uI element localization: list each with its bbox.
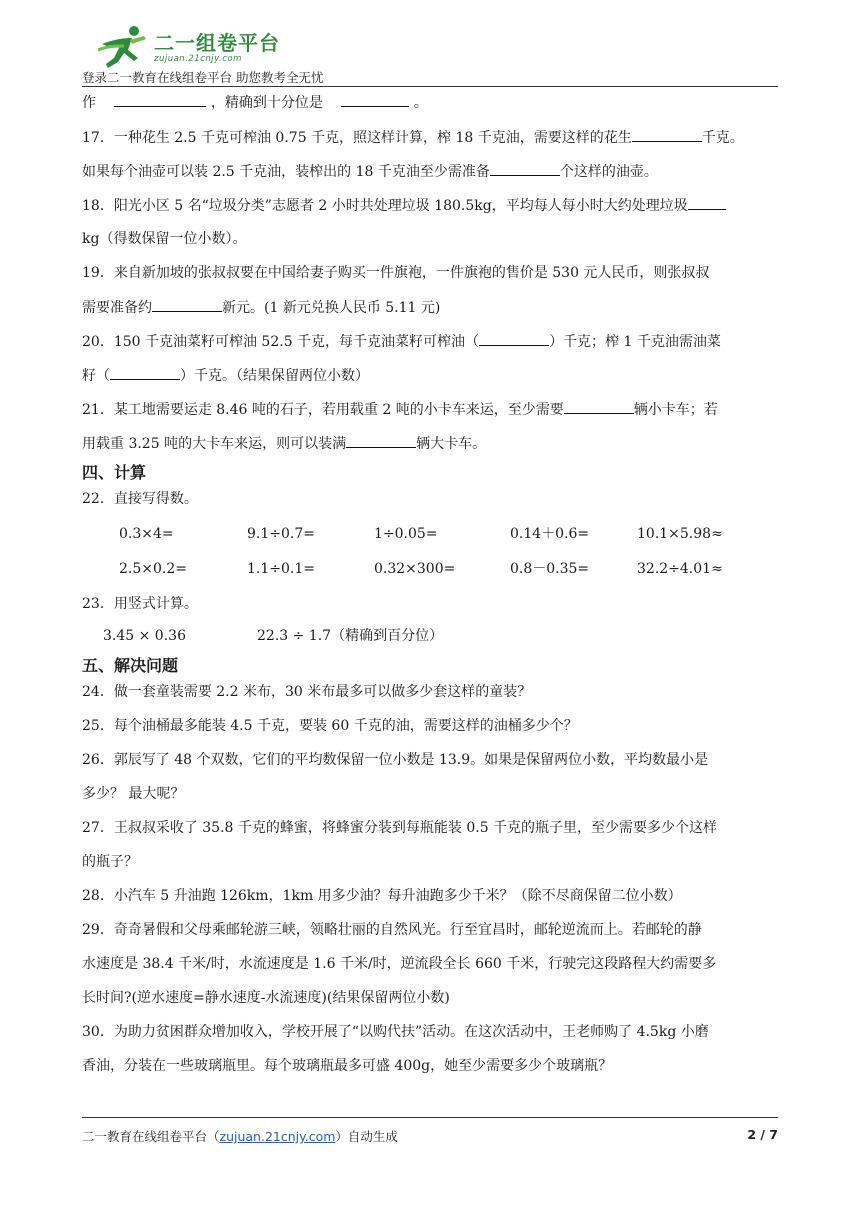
question-18-line2: kg（得数保留一位小数）。 bbox=[82, 231, 247, 247]
calc-item: 2.5×0.2= bbox=[119, 561, 187, 577]
header-slogan: 登录二一教育在线组卷平台 助您教考全无忧 bbox=[82, 70, 324, 85]
answer-blank[interactable] bbox=[110, 364, 180, 380]
text: 用载重 3.25 吨的大卡车来运，则可以装满 bbox=[82, 436, 347, 452]
text: 辆大卡车。 bbox=[416, 436, 487, 452]
page-header bbox=[82, 14, 778, 88]
answer-blank[interactable] bbox=[114, 91, 206, 107]
calc-item: 0.32×300= bbox=[374, 561, 456, 577]
section-heading-calculation: 四、计算 bbox=[82, 463, 147, 482]
vertical-calc-item bbox=[257, 625, 443, 647]
section-heading-word-problems: 五、解决问题 bbox=[82, 656, 179, 675]
text: 新元。(1 新元兑换人民币 5.11 元) bbox=[222, 300, 441, 316]
answer-blank[interactable] bbox=[490, 160, 560, 176]
question-26: 26．郭辰写了 48 个双数，它们的平均数保留一位小数是 13.9。如果是保留两位小数，平均数最小是 bbox=[82, 752, 709, 768]
calc-item: 9.1÷0.7= bbox=[247, 526, 315, 542]
text: 作 bbox=[82, 95, 96, 111]
text: 二一教育在线组卷平台（ bbox=[82, 1129, 220, 1144]
answer-blank[interactable] bbox=[632, 126, 702, 142]
question-17 bbox=[82, 126, 744, 148]
question-27-line2: 的瓶子？ bbox=[82, 854, 138, 870]
text: 21．某工地需要运走 8.46 吨的石子，若用载重 2 吨的小卡车来运，至少需要 bbox=[82, 402, 564, 418]
question-25: 25．每个油桶最多能装 4.5 千克，要装 60 千克的油，需要这样的油桶多少个？ bbox=[82, 718, 578, 734]
question-29-line3: 长时间?(逆水速度=静水速度-水流速度)(结果保留两位小数) bbox=[82, 990, 450, 1006]
calc-item: 1.1÷0.1= bbox=[247, 561, 315, 577]
text: （精确到百分位） bbox=[331, 628, 444, 644]
text: 。 bbox=[413, 95, 428, 111]
question-30: 30．为助力贫困群众增加收入，学校开展了“以购代扶”活动。在这次活动中，王老师购了 4.5kg 小磨 bbox=[82, 1024, 709, 1040]
question-23: 23．用竖式计算。 bbox=[82, 596, 198, 612]
answer-blank[interactable] bbox=[152, 296, 222, 312]
question-20-line2 bbox=[82, 364, 369, 386]
text: 22.3 ÷ 1.7 bbox=[257, 628, 332, 644]
answer-blank[interactable] bbox=[564, 398, 634, 414]
question-24: 24．做一套童装需要 2.2 米布，30 米布最多可以做多少套这样的童装？ bbox=[82, 684, 532, 700]
question-29-line2: 水速度是 38.4 千米/时，水流速度是 1.6 千米/时，逆流段全长 660 千米，行驶完这段路程大约需要多 bbox=[82, 956, 717, 972]
question-27: 27．王叔叔采收了 35.8 千克的蜂蜜，将蜂蜜分装到每瓶能装 0.5 千克的瓶子里，至少需要多少个这样 bbox=[82, 820, 718, 836]
question-21 bbox=[82, 398, 718, 420]
text: 个这样的油壶。 bbox=[559, 164, 658, 180]
question-20 bbox=[82, 330, 721, 352]
text: ，精确到十分位是 bbox=[210, 95, 323, 111]
answer-blank[interactable] bbox=[688, 194, 726, 210]
question-17-line2 bbox=[82, 160, 658, 182]
question-19: 19．来自新加坡的张叔叔要在中国给妻子购买一件旗袍，一件旗袍的售价是 530 元人民币，则张叔叔 bbox=[82, 265, 710, 281]
calc-item: 0.8－0.35= bbox=[510, 561, 590, 577]
page-number: 2 / 7 bbox=[747, 1127, 778, 1142]
question-26-line2: 多少？ 最大呢？ bbox=[82, 786, 185, 802]
text: 籽（ bbox=[82, 368, 110, 384]
logo-domain: zujuan.21cnjy.com bbox=[154, 54, 242, 64]
calc-item: 1÷0.05= bbox=[374, 526, 438, 542]
header-divider bbox=[82, 86, 778, 87]
question-30-line2: 香油，分装在一些玻璃瓶里。每个玻璃瓶最多可盛 400g，她至少需要多少个玻璃瓶？ bbox=[82, 1058, 613, 1074]
question-29: 29．奇奇暑假和父母乘邮轮游三峡，领略壮丽的自然风光。行至宜昌时，邮轮逆流而上。若邮轮的静 bbox=[82, 922, 702, 938]
question-19-line2 bbox=[82, 296, 440, 318]
footer-divider bbox=[82, 1117, 778, 1118]
runner-logo-icon bbox=[94, 24, 152, 72]
calc-item: 0.14＋0.6= bbox=[510, 526, 590, 542]
text: 需要准备约 bbox=[82, 300, 152, 316]
text: ）自动生成 bbox=[335, 1129, 398, 1144]
calc-item: 10.1×5.98≈ bbox=[637, 526, 723, 542]
footer-source bbox=[82, 1127, 398, 1145]
answer-blank[interactable] bbox=[341, 91, 409, 107]
calc-item: 0.3×4= bbox=[119, 526, 174, 542]
footer-link[interactable]: zujuan.21cnjy.com bbox=[219, 1129, 336, 1144]
text: 20．150 千克油菜籽可榨油 52.5 千克，每千克油菜籽可榨油（ bbox=[82, 334, 480, 350]
question-21-line2 bbox=[82, 432, 486, 454]
vertical-calc-item: 3.45 × 0.36 bbox=[103, 628, 186, 644]
logo-text: 二一组卷平台 bbox=[154, 31, 280, 55]
question-28: 28．小汽车 5 升油跑 126km，1km 用多少油？每升油跑多少千米？（除不尽商保留二位小数） bbox=[82, 888, 682, 904]
question-18 bbox=[82, 194, 726, 216]
page-footer bbox=[82, 1117, 778, 1147]
text: 18．阳光小区 5 名“垃圾分类”志愿者 2 小时共处理垃圾 180.5kg，平均每人每小时大约处理垃圾 bbox=[82, 198, 688, 214]
q16-continuation bbox=[82, 91, 428, 113]
text: 17．一种花生 2.5 千克可榨油 0.75 千克，照这样计算，榨 18 千克油，需要这样的花生 bbox=[82, 130, 632, 146]
text: 如果每个油壶可以装 2.5 千克油，装榨出的 18 千克油至少需准备 bbox=[82, 164, 490, 180]
answer-blank[interactable] bbox=[479, 330, 549, 346]
question-22: 22．直接写得数。 bbox=[82, 491, 198, 507]
text: 辆小卡车；若 bbox=[633, 402, 718, 418]
calc-item: 32.2÷4.01≈ bbox=[637, 561, 723, 577]
text: ）千克。（结果保留两位小数） bbox=[180, 368, 369, 384]
text: ）千克；榨 1 千克油需油菜 bbox=[549, 334, 721, 350]
answer-blank[interactable] bbox=[346, 432, 416, 448]
text: 千克。 bbox=[701, 130, 744, 146]
